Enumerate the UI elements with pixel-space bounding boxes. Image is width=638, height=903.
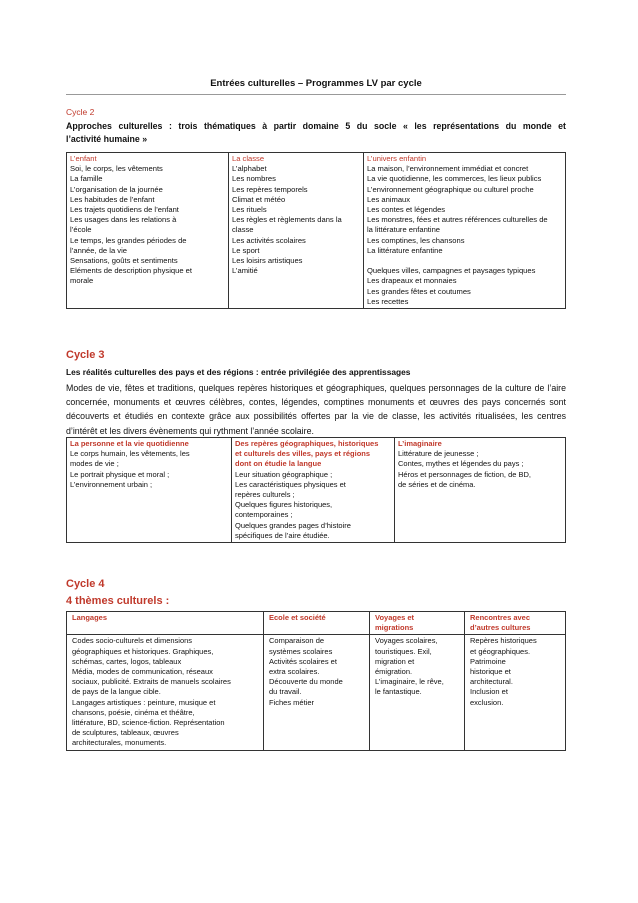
cycle2-col-header: L’enfant bbox=[70, 154, 97, 163]
text-line: Les nombres bbox=[232, 174, 276, 184]
text-line: Les contes et légendes bbox=[367, 205, 446, 215]
cycle4-header-cell bbox=[370, 612, 465, 635]
document-title: Entrées culturelles – Programmes LV par cycle bbox=[210, 78, 422, 89]
text-line: L’environnement urbain ; bbox=[70, 479, 153, 489]
text-line: Les rituels bbox=[232, 205, 267, 215]
text-line: touristiques. Exil, bbox=[375, 646, 432, 656]
text-line: dont on étudie la langue bbox=[235, 459, 322, 469]
text-line: le fantastique. bbox=[375, 687, 422, 697]
text-line: chansons, poésie, cinéma et théâtre, bbox=[72, 707, 195, 717]
text-line: Climat et météo bbox=[232, 194, 286, 204]
cycle2-heading: Cycle 2 bbox=[66, 107, 95, 117]
text-line: La maison, l’environnement immédiat et concret bbox=[367, 164, 529, 174]
cycle4-cell-ecole bbox=[264, 635, 370, 750]
cycle2-col-list bbox=[70, 164, 225, 286]
text-line: Les recettes bbox=[367, 296, 409, 306]
cycle2-col-classe bbox=[229, 153, 364, 309]
text-line: et géographiques. bbox=[470, 646, 531, 656]
text-line: littérature, BD, science-fiction. Représentation bbox=[72, 718, 225, 728]
text-line: Le corps humain, les vêtements, les bbox=[70, 449, 190, 459]
text-line: Le portrait physique et moral ; bbox=[70, 469, 170, 479]
text-line: spécifiques de l’aire étudiée. bbox=[235, 530, 330, 540]
text-line: Les règles et règlements dans la bbox=[232, 215, 342, 225]
text-line: Le temps, les grandes périodes de bbox=[70, 235, 187, 245]
cycle2-col-header: La classe bbox=[232, 154, 265, 163]
text-line: extra scolaires. bbox=[269, 667, 320, 677]
text-line: Quelques figures historiques, bbox=[235, 500, 333, 510]
text-line: l’école bbox=[70, 225, 92, 235]
text-line: Les grandes fêtes et coutumes bbox=[367, 286, 471, 296]
text-line: Voyages et bbox=[375, 613, 415, 622]
cycle2-col-list bbox=[367, 164, 562, 307]
text-line: Découverte du monde bbox=[269, 677, 343, 687]
cycle3-col-list bbox=[235, 470, 391, 541]
text-line: Activités scolaires et bbox=[269, 656, 337, 666]
title-rule bbox=[66, 94, 566, 95]
text-line: émigration. bbox=[375, 667, 413, 677]
cycle3-col-list bbox=[398, 449, 562, 490]
text-line: du travail. bbox=[269, 687, 302, 697]
text-line: classe bbox=[232, 225, 254, 235]
text-line: morale bbox=[70, 276, 94, 286]
text-line: Codes socio-culturels et dimensions bbox=[72, 636, 193, 646]
text-line: contemporaines ; bbox=[235, 510, 293, 520]
cycle3-col-imaginaire bbox=[395, 438, 566, 543]
text-line: Des repères géographiques, historiques bbox=[235, 439, 379, 448]
text-line bbox=[367, 256, 562, 266]
cycle3-col-list bbox=[70, 449, 228, 490]
text-line: Les trajets quotidiens de l’enfant bbox=[70, 205, 179, 215]
text-line: de séries et de cinéma. bbox=[398, 479, 476, 489]
text-line: L’organisation de la journée bbox=[70, 184, 163, 194]
text-line: de pays de la langue cible. bbox=[72, 687, 161, 697]
cycle4-header-cell bbox=[465, 612, 566, 635]
text-line: la littérature enfantine bbox=[367, 225, 441, 235]
text-line: Inclusion et bbox=[470, 687, 508, 697]
text-line: l’année, de la vie bbox=[70, 245, 127, 255]
text-line: systèmes scolaires bbox=[269, 646, 333, 656]
text-line: Les caractéristiques physiques et bbox=[235, 479, 346, 489]
text-line: géographiques et historiques. Graphiques, bbox=[72, 646, 214, 656]
text-line: migration et bbox=[375, 656, 415, 666]
text-line: Les repères temporels bbox=[232, 184, 308, 194]
cycle4-subheading: 4 thèmes culturels : bbox=[66, 595, 170, 607]
text-line: Le sport bbox=[232, 245, 260, 255]
text-line: Média, modes de communication, réseaux bbox=[72, 667, 213, 677]
text-line: Littérature de jeunesse ; bbox=[398, 449, 479, 459]
cycle4-table bbox=[66, 611, 566, 751]
text-line: Soi, le corps, les vêtements bbox=[70, 164, 163, 174]
cycle3-col-reperes bbox=[232, 438, 395, 543]
cycle2-intro-line2: l’activité humaine » bbox=[66, 134, 148, 144]
text-line: architectural. bbox=[470, 677, 513, 687]
cycle2-col-header: L’univers enfantin bbox=[367, 154, 427, 163]
cycle3-col-personne bbox=[67, 438, 232, 543]
text-line: Comparaison de bbox=[269, 636, 325, 646]
text-line: Langages artistiques : peinture, musique et bbox=[72, 697, 216, 707]
cycle3-heading: Cycle 3 bbox=[66, 349, 105, 361]
text-line: Rencontres avec bbox=[470, 613, 531, 622]
text-line: Les loisirs artistiques bbox=[232, 256, 303, 266]
cycle2-intro-line1: Approches culturelles : trois thématiques à partir domaine 5 du socle « les représentations du monde et bbox=[66, 121, 566, 131]
cycle4-cell-voyages bbox=[370, 635, 465, 750]
text-line: Eléments de description physique et bbox=[70, 266, 192, 276]
text-line: Ecole et société bbox=[269, 613, 326, 622]
text-line: Les comptines, les chansons bbox=[367, 235, 465, 245]
cycle2-col-univers bbox=[364, 153, 566, 309]
cycle3-table bbox=[66, 437, 566, 543]
text-line: exclusion. bbox=[470, 697, 504, 707]
cycle4-heading: Cycle 4 bbox=[66, 578, 105, 590]
text-line: Les habitudes de l’enfant bbox=[70, 194, 155, 204]
text-line: Voyages scolaires, bbox=[375, 636, 438, 646]
text-line: Fiches métier bbox=[269, 697, 315, 707]
text-line: Les drapeaux et monnaies bbox=[367, 276, 457, 286]
text-line: migrations bbox=[375, 623, 414, 633]
text-line: Leur situation géographique ; bbox=[235, 469, 333, 479]
text-line: Les monstres, fées et autres références culturelles de bbox=[367, 215, 548, 225]
text-line: L’alphabet bbox=[232, 164, 267, 174]
cycle3-col-header: L’imaginaire bbox=[398, 439, 442, 448]
cycle4-header-cell bbox=[264, 612, 370, 635]
cycle2-intro bbox=[66, 120, 566, 146]
cycle4-header-cell bbox=[67, 612, 264, 635]
text-line: Langages bbox=[72, 613, 108, 622]
text-line: repères culturels ; bbox=[235, 490, 295, 500]
text-line: Contes, mythes et légendes du pays ; bbox=[398, 459, 524, 469]
text-line: sociaux, publicité. Extraits de manuels scolaires bbox=[72, 677, 231, 687]
text-line: et culturels des villes, pays et régions bbox=[235, 449, 371, 459]
cycle3-paragraph: Modes de vie, fêtes et traditions, quelques repères historiques et géographiques, quelques personnages de la culture de l’aire concernée, monuments et œuvres célèbres, contes, légendes, comptines monuments et œuvres des pays concernés sont découverts et étudiés en contexte grâce aux possibilités offertes par la vie de classe, les activités ritualisées, les centres d’intérêt et les divers évènements qui rythment l’année scolaire. bbox=[66, 383, 566, 436]
text-line: Sensations, goûts et sentiments bbox=[70, 256, 178, 266]
text-line: L’imaginaire, le rêve, bbox=[375, 677, 444, 687]
text-line: Les activités scolaires bbox=[232, 235, 306, 245]
cycle3-col-header bbox=[235, 439, 391, 470]
text-line: La littérature enfantine bbox=[367, 245, 443, 255]
text-line: Les animaux bbox=[367, 194, 411, 204]
text-line: Quelques grandes pages d’histoire bbox=[235, 520, 351, 530]
cycle3-subheading: Les réalités culturelles des pays et des régions : entrée privilégiée des apprentissages bbox=[66, 367, 411, 377]
cycle4-cell-langages bbox=[67, 635, 264, 750]
cycle2-col-list bbox=[232, 164, 360, 276]
cycle4-cell-rencontres bbox=[465, 635, 566, 750]
text-line: Repères historiques bbox=[470, 636, 537, 646]
text-line: de sculptures, tableaux, œuvres bbox=[72, 728, 179, 738]
text-line: architecturales, monuments. bbox=[72, 738, 167, 748]
text-line: Patrimoine bbox=[470, 656, 506, 666]
text-line: La vie quotidienne, les commerces, les lieux publics bbox=[367, 174, 542, 184]
cycle3-col-header: La personne et la vie quotidienne bbox=[70, 439, 189, 448]
text-line: La famille bbox=[70, 174, 103, 184]
text-line: d’autres cultures bbox=[470, 623, 531, 633]
text-line: L’environnement géographique ou culturel proche bbox=[367, 184, 534, 194]
text-line: historique et bbox=[470, 667, 511, 677]
cycle4-header-row bbox=[67, 612, 566, 635]
cycle2-table bbox=[66, 152, 566, 309]
text-line: Quelques villes, campagnes et paysages typiques bbox=[367, 266, 536, 276]
text-line: schémas, cartes, logos, tableaux bbox=[72, 656, 182, 666]
cycle2-col-enfant bbox=[67, 153, 229, 309]
text-line: modes de vie ; bbox=[70, 459, 119, 469]
text-line: Héros et personnages de fiction, de BD, bbox=[398, 469, 531, 479]
text-line: L’amitié bbox=[232, 266, 258, 276]
cycle4-content-row bbox=[67, 635, 566, 750]
text-line: Les usages dans les relations à bbox=[70, 215, 177, 225]
